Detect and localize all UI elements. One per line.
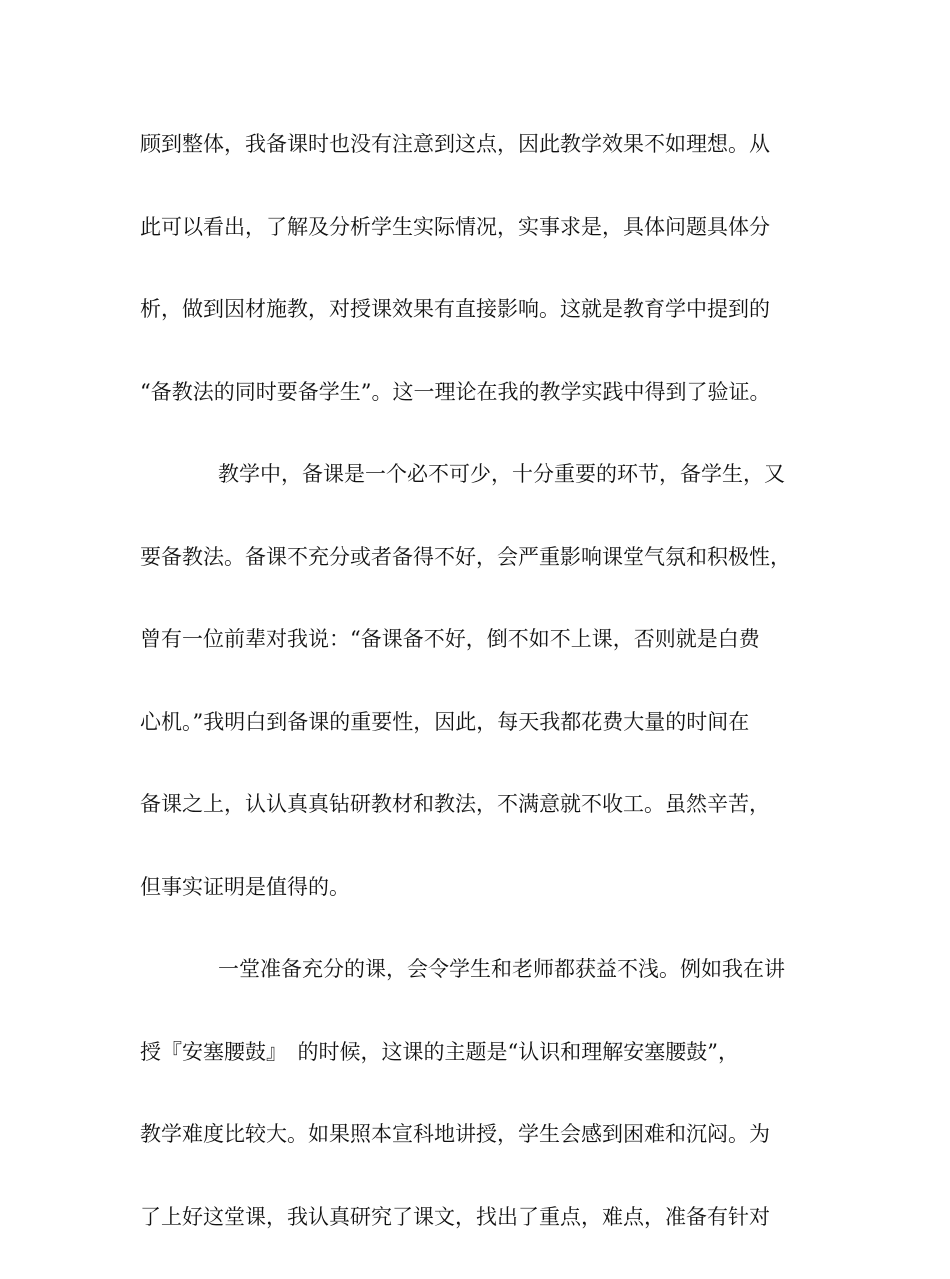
text-line: 但事实证明是值得的。 (140, 874, 350, 899)
text-line: 教学难度比较大。如果照本宣科地讲授，学生会感到困难和沉闷。为 (140, 1122, 770, 1146)
text-line: 此可以看出，了解及分析学生实际情况，实事求是，具体问题具体分 (140, 214, 770, 239)
text-line: “备教法的同时要备学生”。这一理论在我的教学实践中得到了验证。 (140, 379, 771, 404)
text-line: 心机。”我明白到备课的重要性，因此，每天我都花费大量的时间在 (140, 709, 750, 734)
paragraph-start-line: 教学中，备课是一个必不可少，十分重要的环节，备学生，又 (218, 462, 785, 486)
paragraph-start-line: 一堂准备充分的课，会令学生和老师都获益不浅。例如我在讲 (218, 957, 785, 981)
text-line: 要备教法。备课不充分或者备得不好，会严重影响课堂气氛和积极性， (140, 544, 791, 569)
text-line: 曾有一位前辈对我说：“备课备不好，倒不如不上课，否则就是白费 (140, 627, 760, 651)
text-line: 析，做到因材施教，对授课效果有直接影响。这就是教育学中提到的 (140, 297, 770, 321)
text-line: 了上好这堂课，我认真研究了课文，找出了重点，难点，准备有针对 (140, 1204, 770, 1229)
text-line: 顾到整体，我备课时也没有注意到这点，因此教学效果不如理想。从 (140, 132, 770, 156)
body-text (140, 124, 810, 1279)
text-line: 备课之上，认认真真钻研教材和教法，不满意就不收工。虽然辛苦， (140, 792, 770, 816)
text-line: 授『安塞腰鼓』 的时候，这课的主题是“认识和理解安塞腰鼓”， (140, 1039, 739, 1064)
